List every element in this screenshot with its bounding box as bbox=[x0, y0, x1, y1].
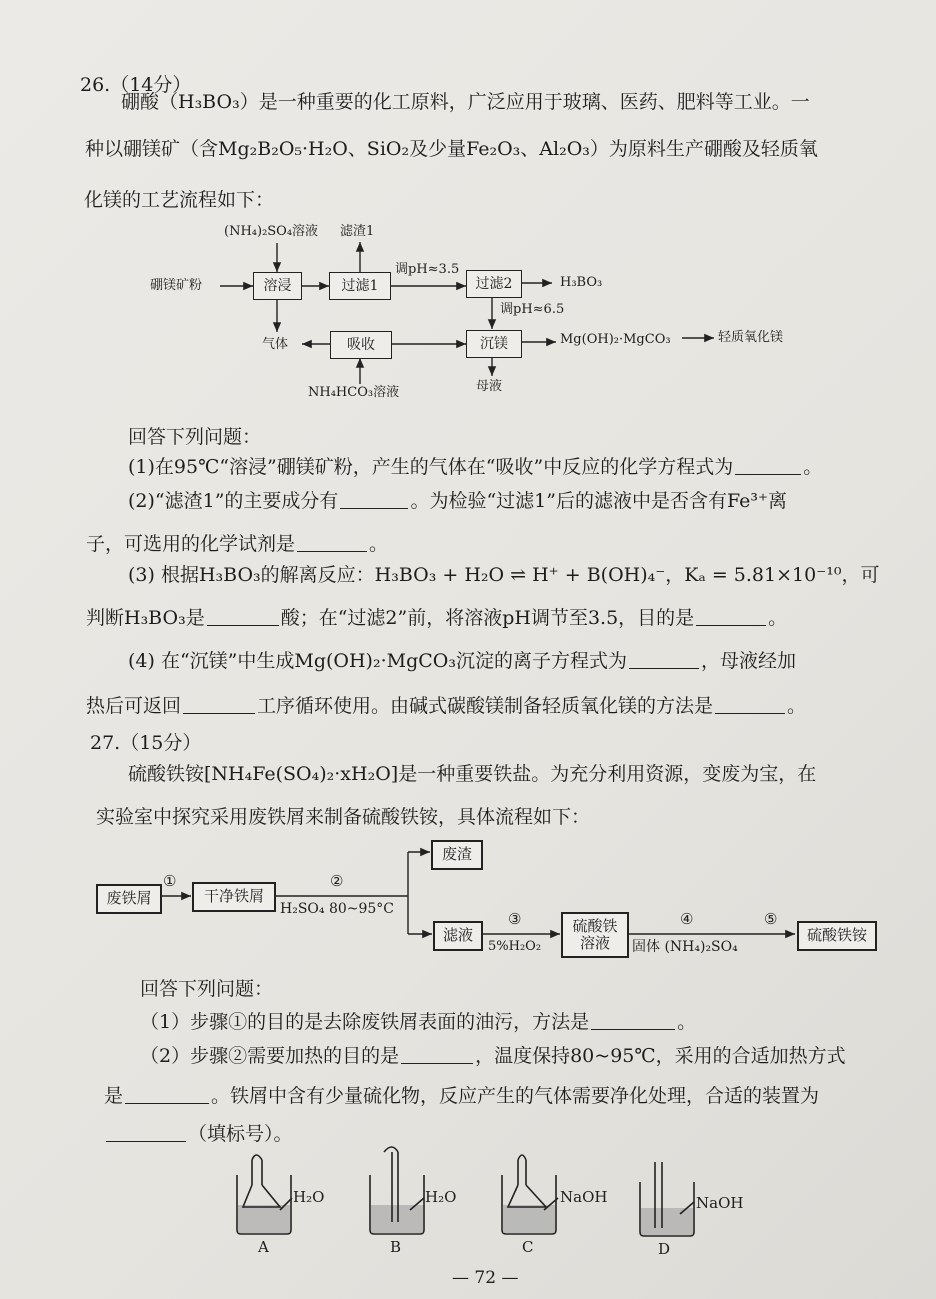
apparatus-b-beaker bbox=[370, 1147, 424, 1234]
q26-part4-text: (4) 在“沉镁”中生成Mg(OH)₂·MgCO₃沉淀的离子方程式为 bbox=[128, 650, 627, 672]
apparatus-b-liquid: H₂O bbox=[425, 1188, 457, 1206]
q26-gas: 气体 bbox=[262, 337, 289, 352]
apparatus-a-beaker bbox=[237, 1155, 292, 1234]
apparatus-c-liquid: NaOH bbox=[560, 1188, 608, 1206]
q26-part2-text: (2)“滤渣1”的主要成分有 bbox=[128, 490, 339, 512]
apparatus-d-liquid: NaOH bbox=[696, 1194, 744, 1212]
q26-box-dissolve: 溶浸 bbox=[253, 272, 302, 300]
q27-number: 27.（15分） bbox=[90, 732, 202, 754]
q26-box-precip: 沉镁 bbox=[466, 330, 522, 358]
q26-final-product: 轻质氧化镁 bbox=[718, 330, 784, 345]
q27-step3: ③ bbox=[508, 910, 522, 928]
q26-mg-product: Mg(OH)₂·MgCO₃ bbox=[560, 332, 671, 347]
punct: 。 bbox=[787, 695, 807, 717]
q26-box-filter2: 过滤2 bbox=[466, 270, 522, 298]
q26-intro-line2: 种以硼镁矿（含Mg₂B₂O₅·H₂O、SiO₂及少量Fe₂O₃、Al₂O₃）为原料生产硼酸及轻质氧 bbox=[85, 138, 818, 160]
q27-cond3: 5%H₂O₂ bbox=[488, 939, 542, 954]
q26-number: 26.（14分） bbox=[80, 74, 192, 96]
q26-part4-text-d: 工序循环使用。由碱式碳酸镁制备轻质氧化镁的方法是 bbox=[257, 695, 714, 717]
q27-part2-text: （2）步骤②需要加热的目的是 bbox=[140, 1045, 400, 1067]
q26-part2-text-b: 。为检验“过滤1”后的滤液中是否含有Fe³⁺离 bbox=[410, 490, 787, 512]
q27-intro-line1: 硫酸铁铵[NH₄Fe(SO₄)₂·xH₂O]是一种重要铁盐。为充分利用资源，变废为宝，在 bbox=[128, 763, 817, 785]
q27-box-filtrate: 滤液 bbox=[433, 921, 483, 951]
q26-product-h3bo3: H₃BO₃ bbox=[560, 275, 603, 290]
q26-part4-text-c: 热后可返回 bbox=[86, 695, 182, 717]
punct: 。 bbox=[768, 607, 788, 629]
q26-mother-liquor: 母液 bbox=[476, 379, 503, 394]
page-number: — 72 — bbox=[452, 1268, 519, 1288]
q27-box-waste: 废渣 bbox=[431, 840, 483, 870]
q26-residue: 滤渣1 bbox=[340, 224, 375, 239]
q26-part4-text-b: ，母液经加 bbox=[700, 650, 796, 672]
apparatus-a-label: A bbox=[258, 1238, 269, 1256]
q26-reagent-top: (NH₄)₂SO₄溶液 bbox=[224, 224, 319, 239]
q26-raw-material: 硼镁矿粉 bbox=[150, 278, 203, 293]
punct: 。 bbox=[677, 1011, 697, 1033]
q26-part3-text-c: 酸；在“过滤2”前，将溶液pH调节至3.5，目的是 bbox=[280, 607, 695, 629]
punct: 。 bbox=[803, 456, 823, 478]
q27-answer-prompt: 回答下列问题： bbox=[140, 978, 274, 1000]
q26-adjust-ph2: 调pH≈6.5 bbox=[500, 302, 565, 317]
q26-part3: (3) 根据H₃BO₃的解离反应：H₃BO₃ + H₂O ⇌ H⁺ + B(OH)₄⁻，Kₐ = 5.81×10⁻¹⁰，可 bbox=[128, 564, 880, 586]
q27-step1: ① bbox=[163, 872, 177, 890]
q27-step4: ④ bbox=[680, 910, 694, 928]
q27-box-clean: 干净铁屑 bbox=[192, 882, 276, 912]
q26-answer-prompt: 回答下列问题： bbox=[128, 426, 262, 448]
q26-intro-line1: 硼酸（H₃BO₃）是一种重要的化工原料，广泛应用于玻璃、医药、肥料等工业。一 bbox=[121, 91, 810, 113]
q26-part3-text-b: 判断H₃BO₃是 bbox=[86, 607, 205, 629]
punct: 。 bbox=[369, 533, 389, 555]
q26-box-absorb: 吸收 bbox=[330, 331, 392, 359]
q26-part2-text-c: 子，可选用的化学试剂是 bbox=[86, 533, 296, 555]
q27-part2-text-e: （填标号）。 bbox=[188, 1123, 293, 1145]
q27-step5: ⑤ bbox=[764, 910, 778, 928]
apparatus-b-label: B bbox=[390, 1238, 402, 1256]
q26-part1-text: (1)在95℃“溶浸”硼镁矿粉，产生的气体在“吸收”中反应的化学方程式为 bbox=[128, 456, 734, 478]
q26-reagent-bottom: NH₄HCO₃溶液 bbox=[308, 385, 400, 400]
q27-part2-text-c: 是 bbox=[104, 1085, 124, 1107]
q27-cond4: 固体 (NH₄)₂SO₄ bbox=[632, 939, 738, 955]
q27-box-ferric-line2: 溶液 bbox=[579, 934, 610, 952]
q27-part2-text-d: 。铁屑中含有少量硫化物，反应产生的气体需要净化处理，合适的装置为 bbox=[211, 1085, 820, 1107]
apparatus-c-beaker bbox=[502, 1155, 558, 1234]
q27-cond2: H₂SO₄ 80~95°C bbox=[280, 901, 395, 917]
q26-box-filter1: 过滤1 bbox=[329, 272, 391, 300]
q26-adjust-ph1: 调pH≈3.5 bbox=[395, 262, 460, 277]
apparatus-c-label: C bbox=[522, 1238, 534, 1256]
q27-part1-text: （1）步骤①的目的是去除废铁屑表面的油污，方法是 bbox=[140, 1011, 590, 1033]
q27-step2: ② bbox=[330, 872, 344, 890]
apparatus-a-liquid: H₂O bbox=[293, 1188, 325, 1206]
q27-box-scrap: 废铁屑 bbox=[96, 884, 162, 914]
apparatus-d-label: D bbox=[658, 1240, 671, 1258]
q27-part2-text-b: ，温度保持80~95℃，采用的合适加热方式 bbox=[475, 1045, 846, 1067]
apparatus-d-beaker bbox=[640, 1162, 694, 1236]
q27-intro-line2: 实验室中探究采用废铁屑来制备硫酸铁铵，具体流程如下： bbox=[96, 806, 591, 828]
q27-box-product: 硫酸铁铵 bbox=[797, 921, 877, 951]
q27-box-ferric-line1: 硫酸铁 bbox=[572, 916, 618, 935]
q26-intro-line3: 化镁的工艺流程如下： bbox=[84, 189, 275, 211]
